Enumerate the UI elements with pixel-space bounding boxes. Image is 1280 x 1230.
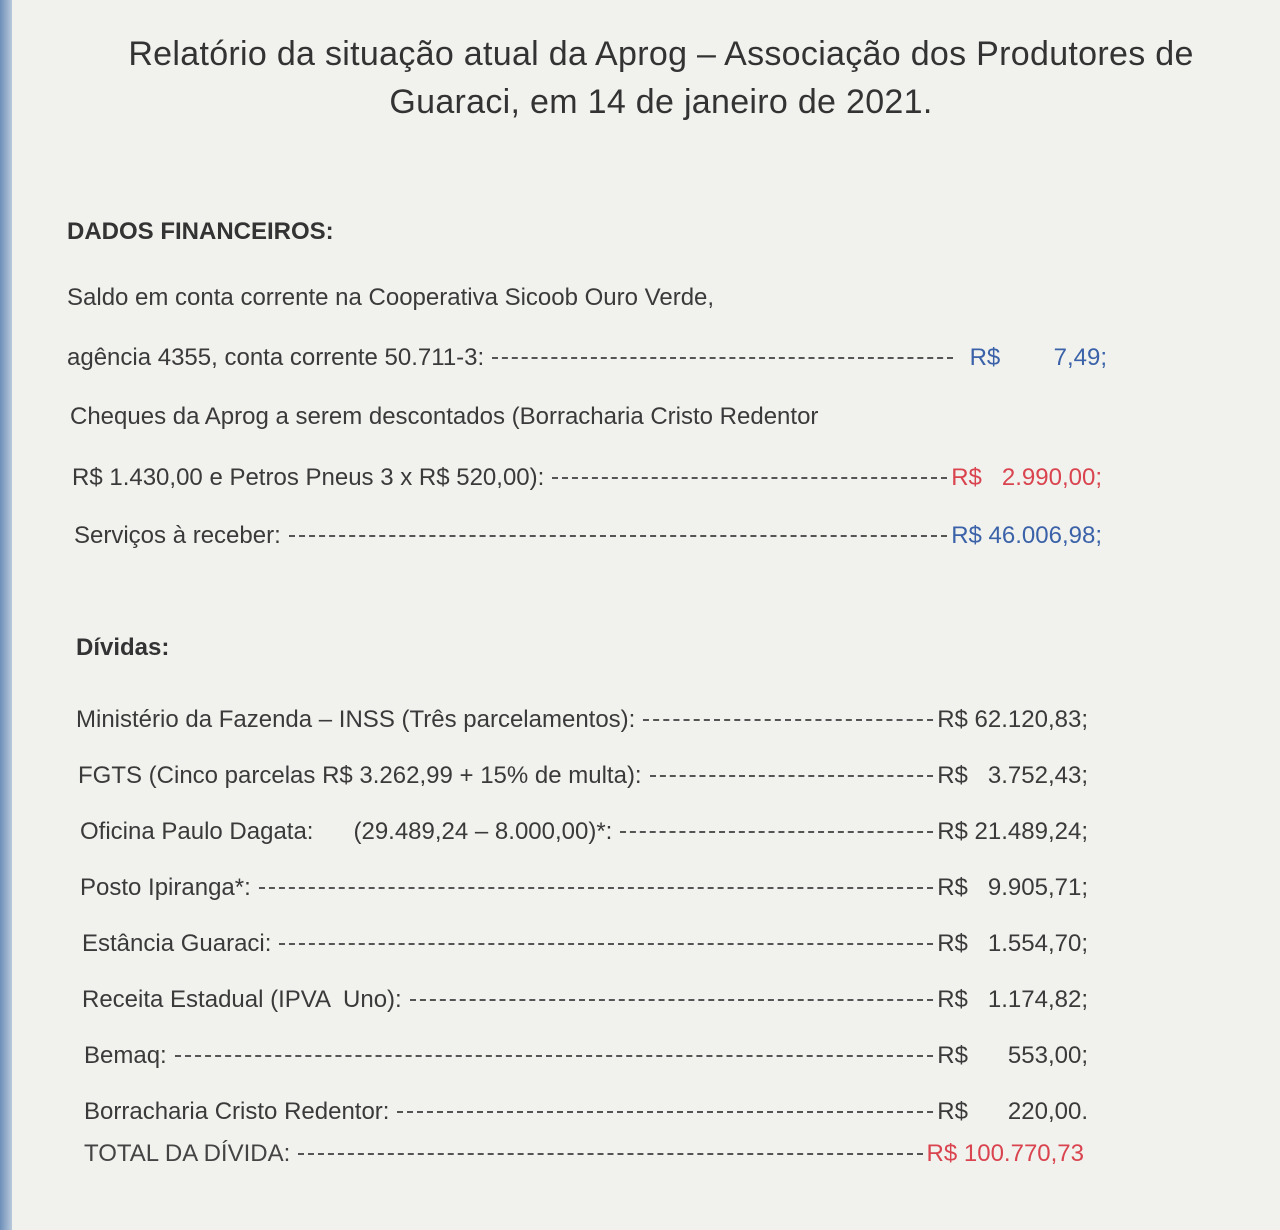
dotted-leader	[552, 477, 947, 479]
debt-row	[84, 1042, 1088, 1070]
debt-label: Oficina Paulo Dagata: (29.489,24 – 8.000,00)*:	[80, 818, 613, 845]
debt-value: R$ 21.489,24;	[937, 818, 1088, 845]
debt-value: R$ 220,00.	[937, 1098, 1088, 1125]
row-value: R$ 46.006,98;	[951, 522, 1102, 549]
debt-row	[82, 986, 1088, 1014]
debt-label: Ministério da Fazenda – INSS (Três parcelamentos):	[76, 706, 636, 733]
dotted-leader	[643, 719, 933, 721]
dotted-leader	[298, 1153, 922, 1155]
dotted-leader	[620, 831, 933, 833]
total-value: R$ 100.770,73	[926, 1140, 1084, 1167]
row-label: Serviços à receber:	[74, 522, 281, 549]
debt-value: R$ 1.554,70;	[937, 930, 1088, 957]
debt-value: R$ 62.120,83;	[937, 706, 1088, 733]
financial-row-cheques	[72, 464, 1102, 492]
financial-line-1: Saldo em conta corrente na Cooperativa Sicoob Ouro Verde,	[67, 284, 715, 311]
debt-total-row	[84, 1140, 1084, 1168]
debt-label: Posto Ipiranga*:	[80, 874, 251, 901]
row-label: R$ 1.430,00 e Petros Pneus 3 x R$ 520,00):	[72, 464, 545, 491]
window-edge	[0, 0, 12, 1230]
total-label: TOTAL DA DÍVIDA:	[84, 1140, 291, 1167]
debt-row	[78, 762, 1088, 790]
debts-heading: Dívidas:	[76, 634, 170, 661]
debt-row	[82, 930, 1088, 958]
debt-row	[84, 1098, 1088, 1126]
financial-heading: DADOS FINANCEIROS:	[67, 218, 334, 245]
debt-value: R$ 1.174,82;	[937, 986, 1088, 1013]
debt-value: R$ 9.905,71;	[937, 874, 1088, 901]
financial-line-3: Cheques da Aprog a serem descontados (Borracharia Cristo Redentor	[70, 403, 819, 430]
debt-label: Estância Guaraci:	[82, 930, 272, 957]
debt-row	[76, 706, 1088, 734]
debt-row	[80, 874, 1088, 902]
debt-value: R$ 553,00;	[937, 1042, 1088, 1069]
dotted-leader	[650, 775, 934, 777]
document-page	[12, 0, 1280, 1230]
dotted-leader	[175, 1055, 934, 1057]
row-value: R$ 2.990,00;	[951, 464, 1102, 491]
debt-label: Borracharia Cristo Redentor:	[84, 1098, 390, 1125]
document-title: Relatório da situação atual da Aprog – Associação dos Produtores de Guaraci, em 14 de janeiro de 2021.	[128, 35, 1194, 121]
dotted-leader	[289, 535, 947, 537]
row-value: R$ 7,49;	[969, 344, 1107, 371]
debt-label: FGTS (Cinco parcelas R$ 3.262,99 + 15% de multa):	[78, 762, 642, 789]
financial-row-balance	[67, 344, 1107, 372]
debt-label: Bemaq:	[84, 1042, 167, 1069]
debt-row	[80, 818, 1088, 846]
debt-value: R$ 3.752,43;	[937, 762, 1088, 789]
dotted-leader	[410, 999, 934, 1001]
financial-row-receivables	[74, 522, 1102, 550]
debt-label: Receita Estadual (IPVA Uno):	[82, 986, 402, 1013]
dotted-leader	[279, 943, 933, 945]
dotted-leader	[259, 887, 933, 889]
row-label: agência 4355, conta corrente 50.711-3:	[67, 344, 485, 371]
dotted-leader	[397, 1111, 933, 1113]
dotted-leader	[492, 357, 953, 359]
